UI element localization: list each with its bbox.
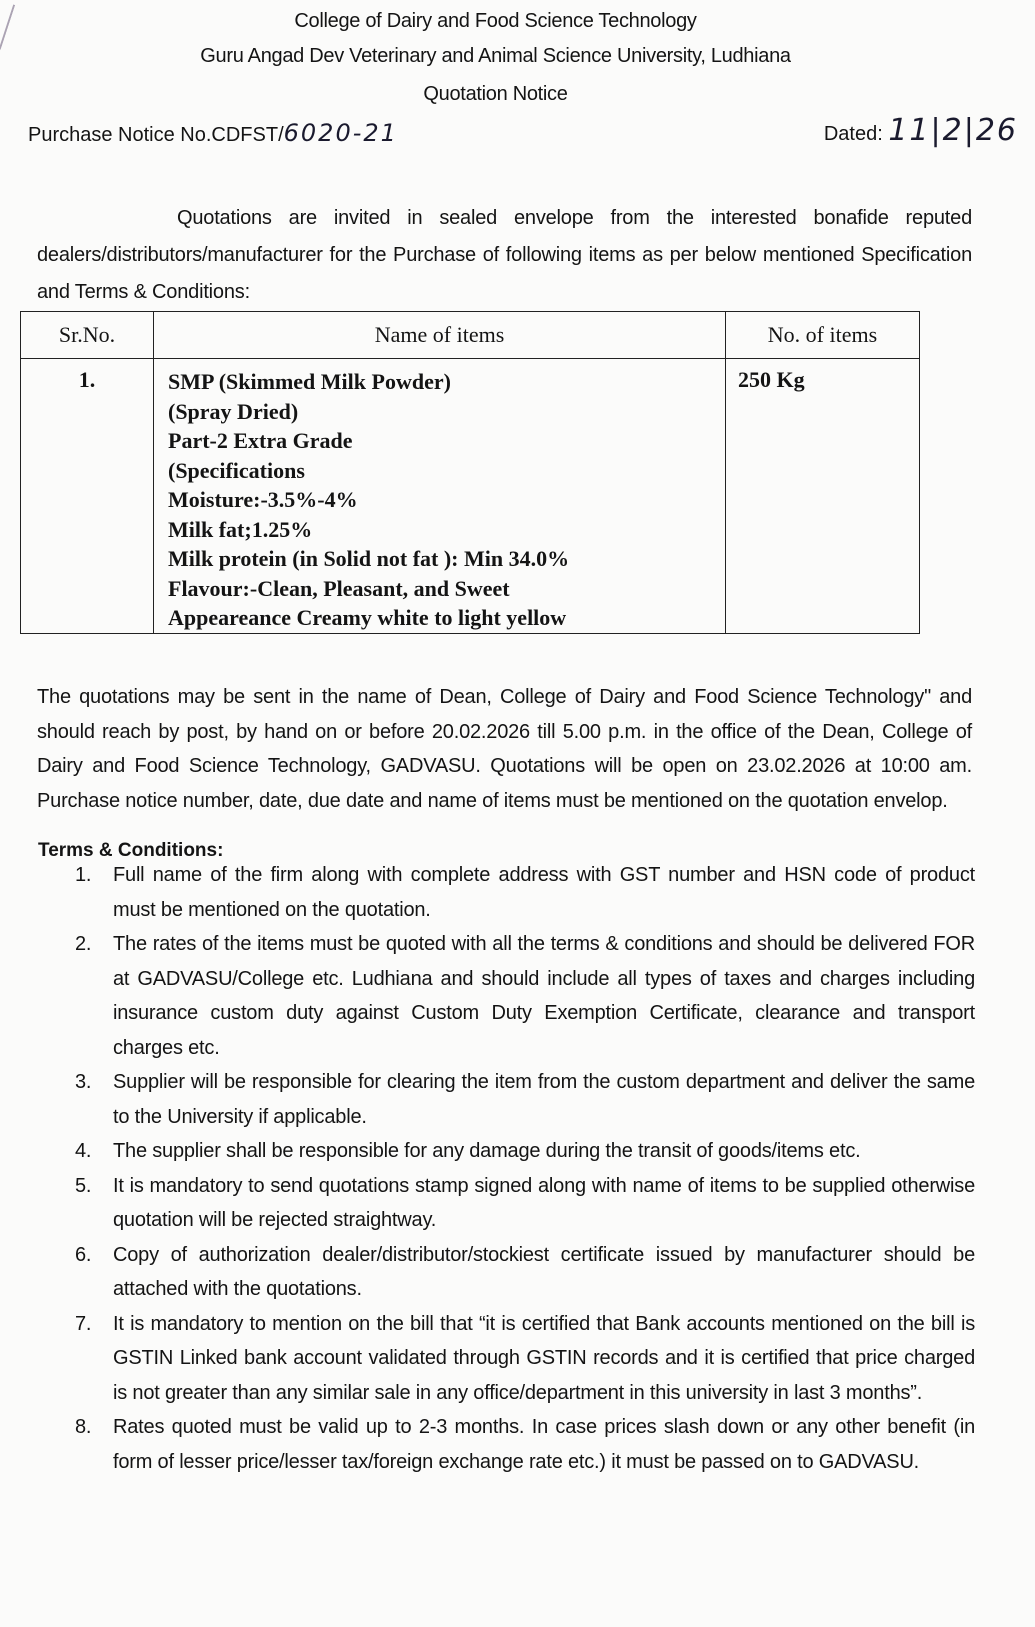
reference-row	[28, 113, 1018, 149]
term-text: It is mandatory to mention on the bill that “it is certified that Bank accounts mentioned on the bill is GSTIN Linked bank account validated through GSTIN records and it is certified that price charged is not greater than any similar sale in any office/department in this university in last 3 months”.	[113, 1312, 975, 1404]
intro-paragraph: Quotations are invited in sealed envelope from the interested bonafide reputed dealers/distributors/manufacturer for the Purchase of following items as per below mentioned Specification and Terms & Conditions:	[37, 207, 972, 303]
term-text: It is mandatory to send quotations stamp signed along with name of items to be supplied otherwise quotation will be rejected straightway.	[113, 1174, 975, 1231]
term-item	[75, 1065, 975, 1134]
term-item	[75, 858, 975, 927]
university-name: Guru Angad Dev Veterinary and Animal Science University, Ludhiana	[200, 45, 791, 67]
cell-quantity: 250 Kg	[726, 359, 920, 634]
item-line: Moisture:-3.5%-4%	[168, 487, 358, 512]
item-line: Flavour:-Clean, Pleasant, and Sweet	[168, 575, 510, 601]
header-item-name: Name of items	[154, 312, 726, 359]
term-number: 2.	[75, 933, 92, 955]
table-row	[21, 359, 920, 634]
item-line: Appeareance Creamy white to light yellow	[168, 605, 567, 630]
term-text: Supplier will be responsible for clearing the item from the custom department and deliver the same to the University if applicable.	[113, 1071, 975, 1128]
term-text: Copy of authorization dealer/distributor/stockiest certificate issued by manufacturer should be attached with the quotations.	[113, 1243, 975, 1300]
header-quantity: No. of items	[726, 312, 920, 359]
cell-item-description	[154, 359, 726, 634]
header-sr-no: Sr.No.	[21, 312, 154, 359]
term-text: Full name of the firm along with complete address with GST number and HSN code of product must be mentioned on the quotation.	[113, 864, 975, 921]
term-number: 5.	[75, 1174, 92, 1197]
college-name: College of Dairy and Food Science Technology	[294, 10, 697, 32]
term-number: 8.	[75, 1416, 92, 1438]
cell-sr-no: 1.	[21, 359, 154, 634]
term-number: 1.	[75, 864, 92, 886]
term-item	[75, 927, 975, 1065]
term-number: 3.	[75, 1071, 92, 1093]
item-line: Milk fat;1.25%	[168, 516, 313, 542]
item-line: SMP (Skimmed Milk Powder)	[168, 369, 451, 394]
term-item	[75, 1307, 975, 1411]
term-item	[75, 1134, 975, 1169]
terms-list	[75, 858, 975, 1479]
dated-label: Dated:	[823, 123, 883, 145]
item-line: Part-2 Extra Grade	[168, 428, 353, 453]
term-item	[75, 1169, 975, 1238]
items-table	[20, 311, 920, 634]
document-title: Quotation Notice	[423, 83, 568, 105]
notice-date	[824, 113, 1018, 148]
term-text: Rates quoted must be valid up to 2-3 months. In case prices slash down or any other benefit (in form of lesser price/lesser tax/foreign exchange rate etc.) it must be passed on to GADVASU.	[113, 1416, 975, 1473]
notice-label: Purchase Notice No.CDFST/	[28, 124, 284, 146]
terms-heading: Terms & Conditions:	[38, 840, 224, 861]
submission-paragraph: The quotations may be sent in the name of Dean, College of Dairy and Food Science Technology" and should reach by post, by hand on or before 20.02.2026 till 5.00 p.m. in the office of the Dean, College of Dairy and Food Science Technology, GADVASU. Quotations will be open on 23.02.2026 at 10:00 am. Purchase notice number, date, due date and name of items must be mentioned on the quotation envelop.	[37, 686, 972, 812]
term-text: The supplier shall be responsible for any damage during the transit of goods/items etc.	[113, 1140, 861, 1162]
table-header-row	[21, 312, 920, 359]
term-item	[75, 1410, 975, 1479]
term-text: The rates of the items must be quoted with all the terms & conditions and should be delivered FOR at GADVASU/College etc. Ludhiana and should include all types of taxes and charges including insurance custom duty against Custom Duty Exemption Certificate, clearance and transport charges etc.	[113, 933, 975, 1059]
item-line: (Spray Dried)	[168, 398, 299, 424]
handwritten-notice-number: 6020-21	[283, 119, 398, 147]
term-number: 6.	[75, 1243, 92, 1266]
handwritten-date: 11|2|26	[888, 113, 1018, 148]
term-number: 4.	[75, 1140, 92, 1162]
term-number: 7.	[75, 1312, 92, 1335]
item-line: (Specifications	[168, 457, 305, 483]
term-item	[75, 1238, 975, 1307]
item-line: Milk protein (in Solid not fat ): Min 34.0%	[168, 546, 570, 571]
purchase-notice-number	[28, 119, 398, 147]
